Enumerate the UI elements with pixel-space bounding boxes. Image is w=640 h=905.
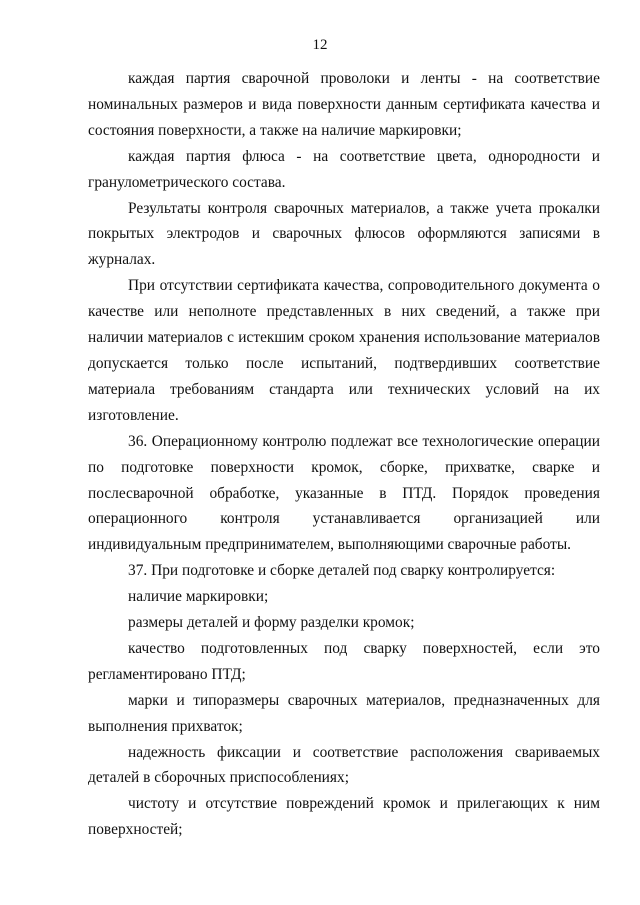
list-item-surface-quality: качество подготовленных под сварку поверхностей, если это регламентировано ПТД; (88, 639, 600, 683)
list-item-marking: наличие маркировки; (128, 588, 269, 606)
list-item-edge-cleanliness: чистоту и отсутствие повреждений кромок и прилегающих к ним поверхностей; (88, 795, 600, 839)
paragraph-wire-batch: каждая партия сварочной проволоки и ленты - на соответствие номинальных размеров и вида поверхности данным сертификата качества и состояния поверхности, а также на наличие маркировки; (88, 70, 600, 139)
paragraph-control-results: Результаты контроля сварочных материалов, а также учета прокалки покрытых электродов и сварочных флюсов оформляются записями в журналах. (88, 199, 600, 269)
paragraph-flux-batch: каждая партия флюса - на соответствие цвета, однородности и гранулометрического состава. (88, 147, 600, 191)
document-body (88, 66, 600, 843)
paragraph-missing-certificate: При отсутствии сертификата качества, сопроводительного документа о качестве или неполноте представленных в них сведений, а также при наличии материалов с истекшим сроком хранения использование материалов допускается только после испытаний, подтвердивших соответствие материала требованиям стандарта или технических условий на их изготовление. (88, 277, 600, 424)
paragraph-item-37: 37. При подготовке и сборке деталей под сварку контролируется: (128, 562, 556, 580)
list-item-fixation: надежность фиксации и соответствие расположения свариваемых деталей в сборочных приспособлениях; (88, 743, 600, 787)
paragraph-item-36: 36. Операционному контролю подлежат все технологические операции по подготовке поверхности кромок, сборке, прихватке, сварке и послесварочной обработке, указанные в ПТД. Порядок проведения операционного контроля устанавливается организацией или индивидуальным предпринимателем, выполняющими сварочные работы. (88, 432, 600, 554)
list-item-dimensions: размеры деталей и форму разделки кромок; (128, 614, 415, 632)
list-item-tack-materials: марки и типоразмеры сварочных материалов, предназначенных для выполнения прихваток; (88, 691, 600, 735)
page-number: 12 (312, 37, 328, 53)
